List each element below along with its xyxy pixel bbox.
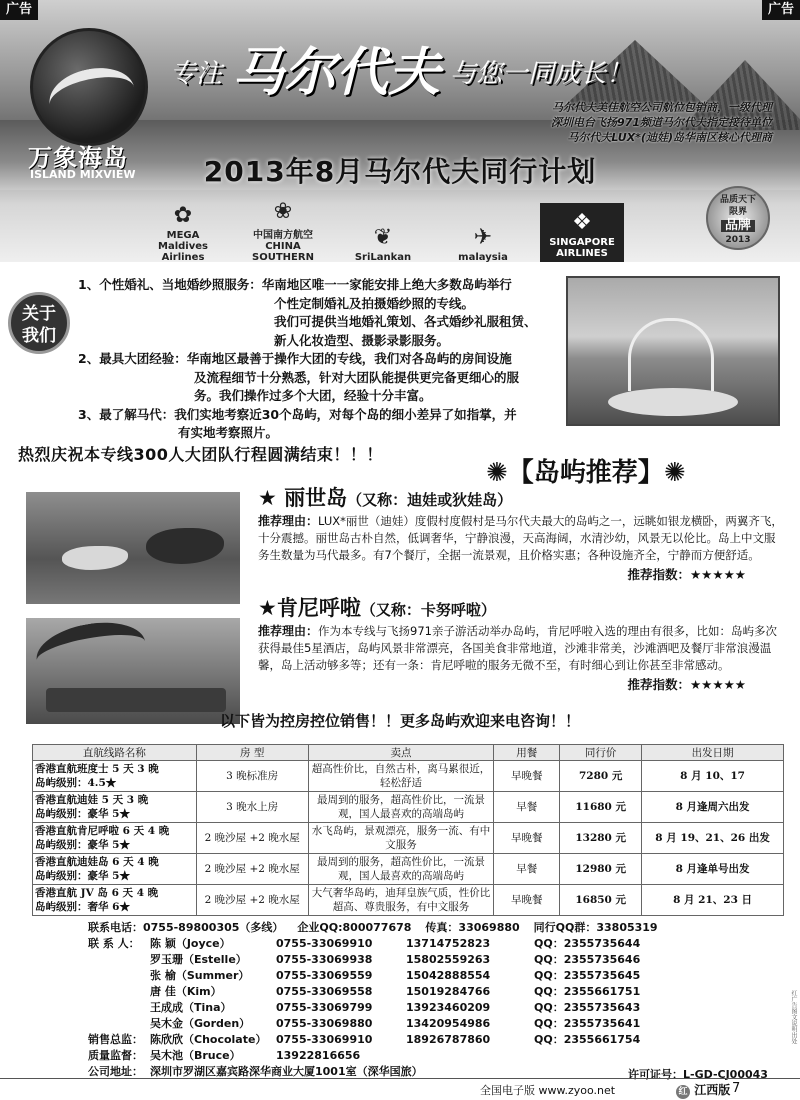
contact-top-line [88, 920, 672, 936]
about-line: 务。我们操作过多个大团，经验十分丰富。 [194, 388, 432, 403]
malaysia-logo-icon: ✈ [473, 224, 493, 250]
contact-row [88, 1000, 672, 1016]
srilankan-logo-icon: ❦ [373, 224, 393, 250]
sales-name: 陈欣欣（Chocolate） [150, 1033, 267, 1046]
contact-name: 王成成（Tina） [150, 1001, 232, 1014]
route-cell [33, 792, 197, 823]
airline-name: malaysia [458, 252, 508, 262]
airline-srilankan [340, 222, 426, 262]
date-cell: 8 月逢单号出发 [642, 854, 784, 885]
license-number: 许可证号：L-GD-CJ00043 [628, 1068, 768, 1081]
contact-mobile: 15802559263 [406, 953, 491, 966]
badge-top: 品质天下 [719, 195, 756, 205]
sell-cell: 最周到的服务，超高性价比，一流景观，国人最喜欢的高端岛屿 [308, 792, 494, 823]
price-cell: 11680 元 [560, 792, 642, 823]
airline-name: MEGA Maldives Airlines [158, 230, 208, 262]
about-line: 个性定制婚礼及拍摄婚纱照的专线。 [274, 295, 475, 311]
about-line: 1、个性婚礼、当地婚纱照服务：华南地区唯一一家能安排上绝大多数岛屿举行 [78, 277, 512, 292]
price-cell: 13280 元 [560, 823, 642, 854]
route-table [32, 744, 784, 916]
island-reason [258, 513, 786, 564]
sales-mobile: 18926787860 [406, 1033, 491, 1046]
route-cell [33, 823, 197, 854]
logo-text-cn: 万象海岛 [28, 144, 128, 172]
reason-text: LUX*丽世（迪娃）度假村度假村是马尔代夫最大的岛屿之一，远眺如银龙横卧，两翼齐飞，十分震撼。丽世岛古朴自然，低调奢华，宁静浪漫，天高海阔，水清沙幼，风景无以伦比。岛上中文服务生数量为马代最多。有7个餐厅，全据一流景观，且价格实惠；各种设施齐全，宁静而方便舒适。 [258, 514, 783, 562]
badge-mid: 限界 [728, 207, 747, 217]
contact-tel: 0755-33069559 [276, 969, 373, 982]
celebrate-text: 热烈庆祝本专线300人大团队行程圆满结束！！！ [18, 445, 383, 464]
contact-label: 联 系 人： [88, 937, 140, 950]
recommend-heading [486, 452, 686, 489]
brand-badge [706, 186, 770, 250]
about-us-text [78, 276, 558, 443]
contact-tel: 0755-33069938 [276, 953, 373, 966]
company-fax: 传真：33069880 [425, 921, 520, 934]
agent-lines [551, 100, 772, 145]
plan-title: 2013年8月马尔代夫同行计划 [203, 155, 597, 188]
table-row [33, 823, 784, 854]
route-name: 香港直航迪娃 5 天 3 晚 [35, 794, 149, 806]
airline-mega [140, 200, 226, 262]
route-cell [33, 761, 197, 792]
route-level: 岛屿级别：豪华 5★ [35, 808, 130, 820]
date-cell: 8 月 10、17 [642, 761, 784, 792]
slogan-part-b: 马尔代夫 [232, 42, 441, 103]
contact-qq: QQ：2355735644 [534, 937, 641, 950]
meal-cell: 早晚餐 [494, 823, 560, 854]
airline-china-southern [240, 196, 326, 262]
contact-mobile: 13420954986 [406, 1017, 491, 1030]
sunburst-icon: ✺ [663, 458, 686, 488]
airline-logos [140, 196, 624, 262]
recommend-title: 【岛屿推荐】 [507, 458, 664, 488]
address-text: 深圳市罗湖区嘉宾路深华商业大厦1001室（深华国旅） [150, 1065, 423, 1078]
contact-row [88, 1016, 672, 1032]
contact-name: 罗玉珊（Estelle） [150, 953, 247, 966]
contact-row [88, 968, 672, 984]
island-name-text: ★肯尼呼啦 [258, 596, 361, 620]
island-stars: 推荐指数：★★★★★ [627, 567, 746, 582]
badge-year: 2013 [725, 235, 751, 245]
table-header: 同行价 [560, 745, 642, 761]
sales-label: 销售总监： [88, 1033, 143, 1046]
china-southern-logo-icon: ❀ [273, 198, 293, 224]
meal-cell: 早晚餐 [494, 885, 560, 916]
contact-tel: 0755-33069799 [276, 1001, 373, 1014]
route-cell [33, 885, 197, 916]
wedding-photo [566, 276, 780, 426]
about-line: 我们可提供当地婚礼策划、各式婚纱礼服租赁、 [274, 314, 537, 329]
contact-row [88, 984, 672, 1000]
table-row [33, 792, 784, 823]
table-header: 出发日期 [642, 745, 784, 761]
route-name: 香港直航迪娃岛 6 天 4 晚 [35, 856, 159, 868]
island-stars: 推荐指数：★★★★★ [627, 677, 746, 692]
logo-text-en: ISLAND MIXVIEW [30, 168, 136, 181]
sales-qq: QQ：2355661754 [534, 1033, 641, 1046]
table-header: 房 型 [196, 745, 308, 761]
address-label: 公司地址： [88, 1065, 143, 1078]
contact-tel: 0755-33069880 [276, 1017, 373, 1030]
meal-cell: 早晚餐 [494, 761, 560, 792]
route-level: 岛屿级别：豪华 5★ [35, 839, 130, 851]
contact-mobile: 15019284766 [406, 985, 491, 998]
contact-mobile: 13923460209 [406, 1001, 491, 1014]
sell-cell: 最周到的服务，超高性价比，一流景观，国人最喜欢的高端岛屿 [308, 854, 494, 885]
route-name: 香港直航 JV 岛 6 天 4 晚 [35, 887, 159, 899]
about-line: 新人化妆造型、摄影录影服务。 [274, 332, 450, 348]
island-reason [258, 623, 786, 674]
sell-cell: 水飞岛屿，景观漂亮，服务一流、有中文服务 [308, 823, 494, 854]
meal-cell: 早餐 [494, 854, 560, 885]
badge-big: 品牌 [721, 220, 755, 232]
about-line: 3、最了解马代：我们实地考察近30个岛屿，对每个岛的细小差异了如指掌，并 [78, 406, 517, 422]
meal-cell: 早餐 [494, 792, 560, 823]
quality-mobile: 13922816656 [276, 1049, 361, 1062]
quality-label: 质量监督： [88, 1049, 143, 1062]
route-level: 岛屿级别：豪华 5★ [35, 870, 130, 882]
about-line: 2、最具大团经验：华南地区最善于操作大团的专线，我们对各岛屿的房间设施 [78, 351, 512, 366]
table-row [33, 854, 784, 885]
airline-singapore [540, 203, 624, 262]
contact-row [88, 952, 672, 968]
singapore-logo-icon: ❖ [572, 209, 592, 235]
sales-tel: 0755-33069910 [276, 1033, 373, 1046]
reason-label: 推荐理由： [258, 514, 319, 528]
island-photo-lux [26, 492, 240, 604]
island-name [258, 596, 786, 620]
island-card [258, 486, 786, 583]
route-name: 香港直航班度士 5 天 3 晚 [35, 763, 159, 775]
slogan [170, 30, 632, 105]
quality-row [88, 1048, 672, 1064]
about-us-badge [8, 292, 70, 354]
route-level: 岛屿级别：4.5★ [35, 777, 117, 789]
island-name [258, 486, 786, 510]
contact-mobile: 15042888554 [406, 969, 491, 982]
date-cell: 8 月 21、23 日 [642, 885, 784, 916]
room-cell: 3 晚标准房 [196, 761, 308, 792]
side-note: 红广告图文说明出处 [790, 990, 797, 1044]
contact-qq: QQ：2355735643 [534, 1001, 641, 1014]
company-qq-group: 同行QQ群：33805319 [533, 921, 658, 934]
room-cell: 2 晚沙屋 +2 晚水屋 [196, 854, 308, 885]
table-row [33, 761, 784, 792]
mega-logo-icon: ✿ [173, 202, 193, 228]
contacts-block [88, 920, 672, 1080]
table-header-row [33, 745, 784, 761]
edition-text: 江西版 [694, 1083, 731, 1097]
footer-site: 全国电子版 www.zyoo.net [480, 1084, 616, 1097]
contact-name: 陈 颖（Joyce） [150, 937, 231, 950]
agent-line: 深圳电台飞扬971频道马尔代夫指定接待单位 [551, 116, 772, 129]
airline-name: SriLankan [354, 252, 412, 262]
price-cell: 7280 元 [560, 761, 642, 792]
table-row [33, 885, 784, 916]
reason-text: 作为本专线与飞扬971亲子游活动举办岛屿，肯尼呼啦入选的理由有很多，比如：岛屿多次获得最佳5星酒店，岛屿风景非常漂亮，各国美食非常地道，沙滩非常美，沙滩酒吧及餐厅非常浪漫温馨，岛上活动够多等；还有一条：肯尼呼啦的服务无微不至，有时细心到让你甚至非常感动。 [258, 624, 777, 672]
airline-malaysia [440, 222, 526, 262]
header-banner [0, 0, 800, 262]
airline-name: SINGAPORE AIRLINES [549, 237, 615, 259]
table-header: 直航线路名称 [33, 745, 197, 761]
contact-qq: QQ：2355661751 [534, 985, 641, 998]
island-name-text: ★ 丽世岛 [258, 486, 348, 510]
contact-qq: QQ：2355735645 [534, 969, 641, 982]
sunburst-icon: ✺ [486, 458, 508, 488]
notice-text: 以下皆为控房控位销售！！更多岛屿欢迎来电咨询！！ [219, 712, 580, 730]
island-card [258, 596, 786, 693]
about-badge-line: 关于 [22, 304, 56, 324]
about-badge-line: 我们 [22, 326, 56, 346]
price-cell: 12980 元 [560, 854, 642, 885]
airline-name: 中国南方航空 CHINA SOUTHERN [252, 230, 314, 262]
ad-tag-right: 广告 [762, 0, 800, 20]
island-aka: （又称：卡努呼啦） [360, 601, 496, 619]
room-cell: 3 晚水上房 [196, 792, 308, 823]
page-number: 7 [732, 1081, 741, 1096]
about-line: 有实地考察照片。 [178, 425, 279, 440]
table-header: 卖点 [308, 745, 494, 761]
table-header: 用餐 [494, 745, 560, 761]
contact-row [88, 936, 672, 952]
quality-name: 吴木池（Bruce） [150, 1049, 241, 1062]
route-level: 岛屿级别：奢华 6★ [35, 901, 130, 913]
page-footer [0, 1078, 800, 1100]
room-cell: 2 晚沙屋 +2 晚水屋 [196, 823, 308, 854]
contact-qq: QQ：2355735641 [534, 1017, 641, 1030]
room-cell: 2 晚沙屋 +2 晚水屋 [196, 885, 308, 916]
route-cell [33, 854, 197, 885]
contact-name: 吴木金（Gorden） [150, 1017, 251, 1030]
about-line: 及流程细节十分熟悉，针对大团队能提供更完备更细心的服 [194, 369, 520, 385]
contact-tel: 0755-33069558 [276, 985, 373, 998]
ad-tag-left: 广告 [0, 0, 38, 20]
contact-name: 唐 佳（Kim） [150, 985, 222, 998]
slogan-part-a: 专注 [170, 59, 223, 89]
company-logo-icon [30, 28, 148, 146]
agent-line: 马尔代夫美佳航空公司航位包销商，一级代理 [552, 101, 772, 114]
edition-mark-icon: 红 [676, 1085, 690, 1099]
agent-line: 马尔代夫LUX*(迪娃)岛华南区核心代理商 [567, 131, 772, 144]
island-aka: （又称：迪娃或狄娃岛） [347, 491, 513, 509]
sell-cell: 大气奢华岛屿，迪拜皇族气质，性价比超高、尊贵服务，有中文服务 [308, 885, 494, 916]
company-phone: 联系电话：0755-89800305（多线） [88, 921, 284, 934]
slogan-part-c: 与您一同成长！ [450, 59, 633, 89]
date-cell: 8 月逢周六出发 [642, 792, 784, 823]
contact-qq: QQ：2355735646 [534, 953, 641, 966]
island-photo-kanuhura [26, 618, 240, 724]
contact-mobile: 13714752823 [406, 937, 491, 950]
sell-cell: 超高性价比，自然古朴，离马累很近，轻松舒适 [308, 761, 494, 792]
contact-tel: 0755-33069910 [276, 937, 373, 950]
price-cell: 16850 元 [560, 885, 642, 916]
date-cell: 8 月 19、21、26 出发 [642, 823, 784, 854]
reason-label: 推荐理由： [258, 624, 319, 638]
route-name: 香港直航肯尼呼啦 6 天 4 晚 [35, 825, 170, 837]
footer-edition [676, 1081, 730, 1099]
sales-row [88, 1032, 672, 1048]
company-qq: 企业QQ:800077678 [297, 921, 412, 934]
contact-name: 张 榆（Summer） [150, 969, 250, 982]
